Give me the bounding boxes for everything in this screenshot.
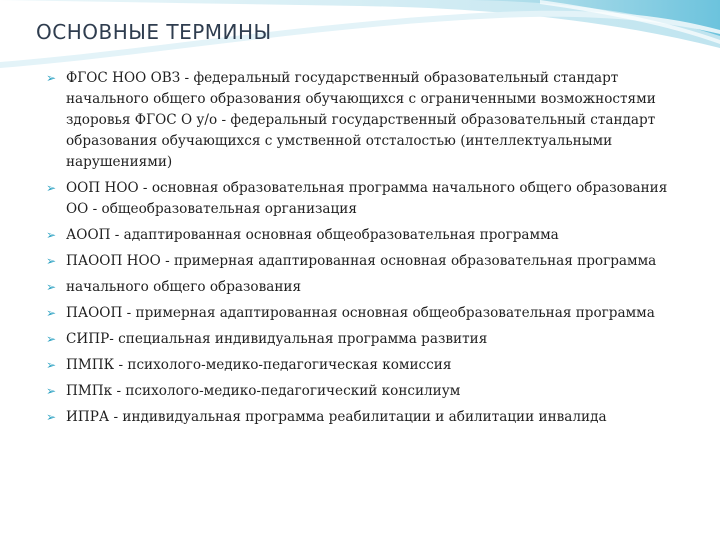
list-item-text: ПМПК - психолого-медико-педагогическая комиссия xyxy=(66,357,452,373)
list-item xyxy=(46,407,686,428)
arrow-bullet-icon: ➢ xyxy=(46,306,57,320)
arrow-bullet-icon: ➢ xyxy=(46,254,57,268)
list-item xyxy=(46,381,686,402)
list-item-text: ПМПк - психолого-медико-педагогический консилиум xyxy=(66,383,461,399)
list-item xyxy=(46,68,686,173)
list-item xyxy=(46,329,686,350)
list-item-text: СИПР- специальная индивидуальная программа развития xyxy=(66,331,488,347)
list-item xyxy=(46,303,686,324)
list-item-text: АООП - адаптированная основная общеобразовательная программа xyxy=(66,227,559,243)
list-item xyxy=(46,355,686,376)
arrow-bullet-icon: ➢ xyxy=(46,280,57,294)
arrow-bullet-icon: ➢ xyxy=(46,332,57,346)
list-item xyxy=(46,225,686,246)
arrow-bullet-icon: ➢ xyxy=(46,410,57,424)
list-item-text: ПАООП НОО - примерная адаптированная основная образовательная программа xyxy=(66,253,657,269)
list-item xyxy=(46,251,686,272)
arrow-bullet-icon: ➢ xyxy=(46,181,57,195)
arrow-bullet-icon: ➢ xyxy=(46,71,57,85)
arrow-bullet-icon: ➢ xyxy=(46,384,57,398)
list-item xyxy=(46,178,686,220)
list-item-text: ФГОС НОО ОВЗ - федеральный государственный образовательный стандарт начального общего образования обучающихся с ограниченными возможностями здоровья ФГОС О у/о - федеральный государственный образовательный стандарт образования обучающихся с умственной отсталостью (интеллектуальными нарушениями) xyxy=(66,70,656,170)
arrow-bullet-icon: ➢ xyxy=(46,358,57,372)
slide-title: ОСНОВНЫЕ ТЕРМИНЫ xyxy=(36,20,272,44)
list-item xyxy=(46,277,686,298)
terms-list xyxy=(46,68,686,433)
list-item-text: ООП НОО - основная образовательная программа начального общего образования ОО - общеобразовательная организация xyxy=(66,180,668,217)
list-item-text: ПАООП - примерная адаптированная основная общеобразовательная программа xyxy=(66,305,655,321)
list-item-text: ИПРА - индивидуальная программа реабилитации и абилитации инвалида xyxy=(66,409,607,425)
list-item-text: начального общего образования xyxy=(66,279,302,295)
arrow-bullet-icon: ➢ xyxy=(46,228,57,242)
